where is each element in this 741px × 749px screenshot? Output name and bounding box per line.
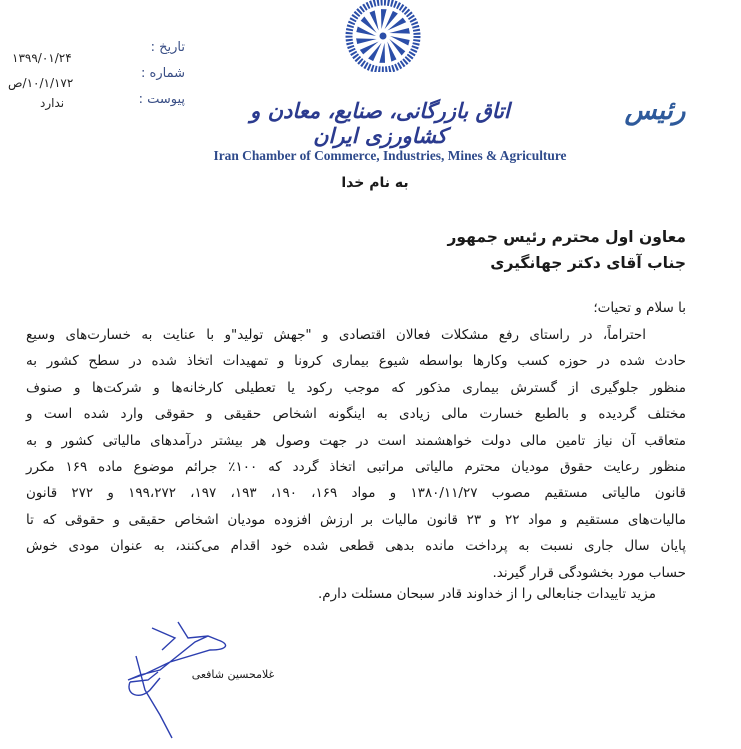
letter-body bbox=[26, 322, 686, 586]
basmala: به نام خدا bbox=[341, 175, 409, 191]
chamber-seal-icon bbox=[338, 0, 428, 72]
body-line: پایان سال جاری نسبت به پرداخت مانده بدهی قطعی شده خود اقدام می‌کنند، به عنوان مودی خوش bbox=[26, 538, 686, 555]
body-line: منظور جلوگیری از گسترش بیماری مذکور که موجب رکود یا تعطیلی کارخانه‌ها و شرکت‌ها و صنوف bbox=[26, 379, 686, 396]
chamber-logo bbox=[338, 0, 428, 72]
body-line: قانون مالیاتی مستقیم مصوب ۱۳۸۰/۱۱/۲۷ و مواد ۱۶۹، ۱۹۰، ۱۹۳، ۱۹۷، ۱۹۹،۲۷۲ و ۲۷۲ قانون bbox=[26, 485, 686, 502]
closing-line: مزید تاییدات جنابعالی را از خداوند قادر سبحان مسئلت دارم. bbox=[318, 586, 656, 602]
body-line: مالیات‌های مستقیم و مواد ۲۲ و ۲۳ قانون مالیات بر ارزش افزوده مودیان اشخاص حقیقی و حقوقی که تا bbox=[26, 511, 686, 528]
signature-scribble-icon bbox=[100, 620, 300, 745]
number-label: شماره : bbox=[141, 66, 185, 81]
attachment-label: پیوست : bbox=[138, 92, 185, 107]
body-line: حادث شده در حوزه کسب وکارها بواسطه شیوع بیماری کرونا و تمهیدات اتخاذ شده در سطح کشور به bbox=[26, 353, 686, 370]
role-title: رئیس bbox=[624, 96, 686, 126]
body-line: مختلف گردیده و بالطبع خسارت مالی زیادی به اینگونه اشخاص حقیقی و حقوقی وارد شده است و bbox=[26, 406, 686, 423]
organization-name-en: Iran Chamber of Commerce, Industries, Mines & Agriculture bbox=[213, 148, 567, 163]
date-value: ۱۳۹۹/۰۱/۲۴ bbox=[12, 51, 72, 65]
date-label: تاریخ : bbox=[150, 40, 185, 55]
number-value: ۱۰/۱/۱۷۲/ص bbox=[8, 76, 74, 90]
body-line: حساب مورد بخشودگی قرار گیرند. bbox=[492, 564, 686, 581]
addressee-name: جناب آقای دکتر جهانگیری bbox=[490, 254, 686, 272]
addressee-title: معاون اول محترم رئیس جمهور bbox=[447, 228, 686, 246]
organization-name-fa: اتاق بازرگانی، صنایع، معادن و کشاورزی ایران bbox=[250, 98, 510, 148]
body-line: احتراماً، در راستای رفع مشکلات فعالان اقتصادی و "جهش تولید"و با عنایت به خسارت‌های وسیع bbox=[26, 327, 646, 343]
body-line: منظور رعایت حقوق مودیان محترم مالیاتی مراتبی اتخاذ گردد که ۱۰۰٪ جرائم موضوع ماده ۱۶۹ مکرر bbox=[26, 458, 686, 475]
handwritten-signature bbox=[100, 620, 300, 745]
body-line: متعاقب آن نیاز تامین مالی دولت خواهشمند است در جهت وصول هر بیشتر درآمدهای مالیاتی کشور و به bbox=[26, 432, 686, 449]
attachment-value: ندارد bbox=[40, 96, 65, 110]
signatory-name: غلامحسین شافعی bbox=[191, 668, 275, 681]
greeting: با سلام و تحیات؛ bbox=[593, 300, 686, 316]
